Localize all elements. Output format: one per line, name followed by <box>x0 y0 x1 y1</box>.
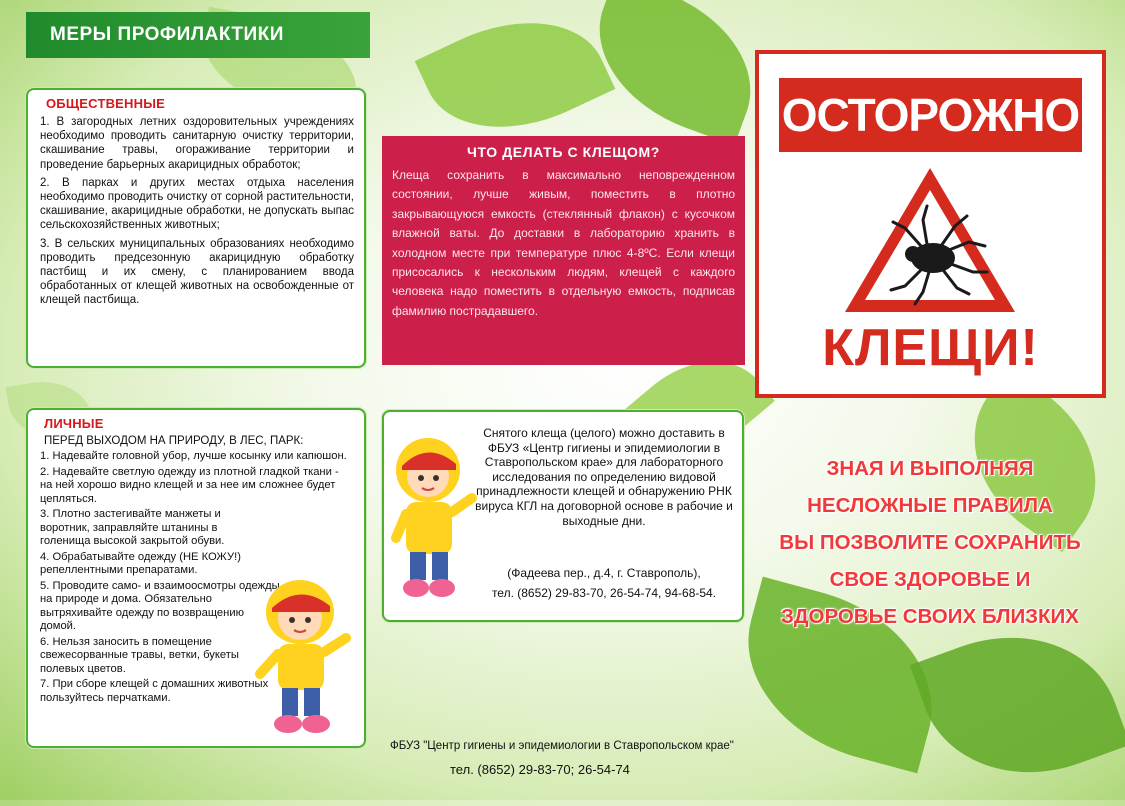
slogan <box>740 450 1120 635</box>
public-measures-panel <box>26 88 366 368</box>
lab-address: (Фадеева пер., д.4, г. Ставрополь), <box>507 566 701 580</box>
slogan-line: ЗДОРОВЬЕ СВОИХ БЛИЗКИХ <box>781 605 1079 628</box>
slogan-line: СВОЕ ЗДОРОВЬЕ И <box>829 568 1031 591</box>
personal-measures-subtitle: ПЕРЕД ВЫХОДОМ НА ПРИРОДУ, В ЛЕС, ПАРК: <box>44 435 304 447</box>
personal-measures-panel <box>26 408 366 748</box>
slogan-line: ЗНАЯ И ВЫПОЛНЯЯ <box>826 457 1034 480</box>
page-title: МЕРЫ ПРОФИЛАКТИКИ <box>26 12 370 58</box>
personal-measures-title: ЛИЧНЫЕ <box>44 416 104 431</box>
slogan-line: ВЫ ПОЗВОЛИТЕ СОХРАНИТЬ <box>779 531 1081 554</box>
list-item: 3. Плотно застегивайте манжеты и воротник, заправляйте штанины в голенища высокой закрытой обуви. <box>40 508 225 547</box>
what-to-do-box <box>382 136 745 365</box>
warning-sign <box>755 50 1106 398</box>
public-measures-title: ОБЩЕСТВЕННЫЕ <box>46 96 166 111</box>
what-to-do-title: ЧТО ДЕЛАТЬ С КЛЕЩОМ? <box>467 144 660 160</box>
public-measure-item: 3. В сельских муниципальных образованиях необходимо проводить предсезонную акарицидную обработку пастбищ и их смену, с планированием ввода обработанных от клещей животных на освобожденные от клещей пастбища. <box>40 237 354 307</box>
what-to-do-text: Клеща сохранить в максимально неповрежденном состоянии, лучше живым, поместить в плотно закрывающуюся емкость (стеклянный флакон) с кусочком влажной ваты. До доставки в лабораторию хранить в холодном месте при температуре плюс 4-8ºС. Если клещи присосались к нескольким людям, клещей с каждого человека надо поместить в отдельную емкость, подписав фамилию пострадавшего. <box>392 168 735 318</box>
public-measure-item: 2. В парках и других местах отдыха населения необходимо проводить очистку от сорной растительности, скашивание, акарицидные обработки, не допускать выпас сельскохозяйственных животных; <box>40 176 354 232</box>
warning-sign-bottom-text: КЛЕЩИ! <box>822 319 1039 377</box>
list-item: 6. Нельзя заносить в помещение свежесорванные травы, ветки, букеты полевых цветов. <box>40 635 239 675</box>
warning-sign-top-text: ОСТОРОЖНО <box>779 78 1082 152</box>
lab-info-panel <box>382 410 744 622</box>
slogan-line: НЕСЛОЖНЫЕ ПРАВИЛА <box>807 494 1053 517</box>
footer-phone: тел. (8652) 29-83-70; 26-54-74 <box>450 762 630 777</box>
lab-phone: тел. (8652) 29-83-70, 26-54-74, 94-68-54. <box>491 586 717 600</box>
list-item: 1. Надевайте головной убор, лучше косынку или капюшон. <box>40 450 347 462</box>
public-measure-item: 1. В загородных летних оздоровительных учреждениях необходимо проводить санитарную очистку территории, скашивание травы, огораживание территории и проведение барьерных акарицидных обработок; <box>40 116 354 171</box>
list-item: 2. Надевайте светлую одежду из плотной гладкой ткани - на ней хорошо видно клещей и за нее им сложнее будет цепляться. <box>40 465 339 505</box>
list-item: 5. Проводите само- и взаимоосмотры одежды на природе и дома. Обязательно вытряхивайте одежду по возвращению домой. <box>40 579 280 632</box>
lab-info-text: Снятого клеща (целого) можно доставить в ФБУЗ «Центр гигиены и эпидемиологии в Ставропольском крае» для лабораторного исследования по определению видовой принадлежности клещей и обнаружению РНК вируса КГЛ на договорной основе в рабочие и выходные дни. <box>475 426 733 528</box>
list-item: 7. При сборе клещей с домашних животных пользуйтесь перчатками. <box>40 678 269 704</box>
child-illustration-icon <box>388 428 480 608</box>
list-item: 4. Обрабатывайте одежду (НЕ КОЖУ!) репеллентными препаратами. <box>40 550 241 576</box>
footer-organization: ФБУЗ "Центр гигиены и эпидемиологии в Ставропольском крае" <box>390 740 734 752</box>
child-illustration-icon <box>250 572 360 742</box>
